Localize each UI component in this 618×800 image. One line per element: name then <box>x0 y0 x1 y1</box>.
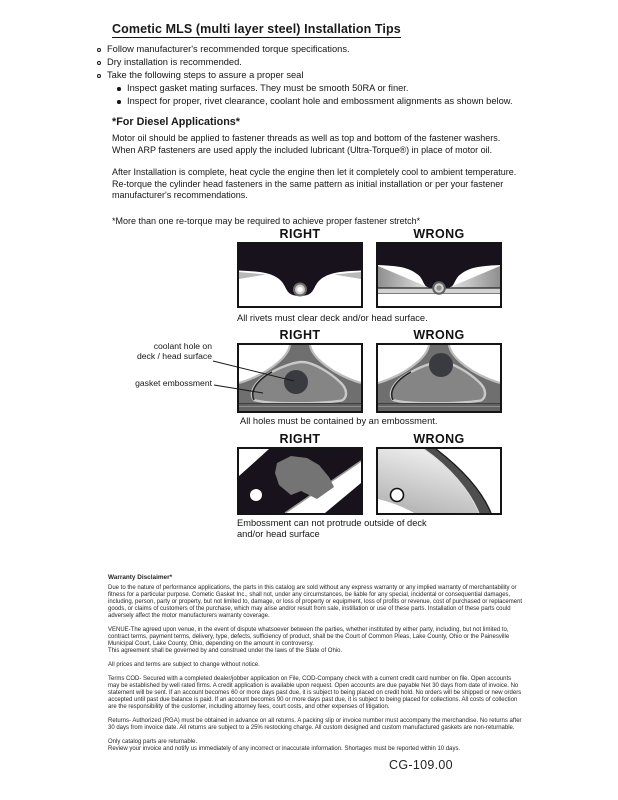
warranty-paragraph: Due to the nature of performance applications, the parts in this catalog are sold without any express warranty or any implied warranty of merchantability or fitness for a particular purpose. Cometic Gasket Inc., shall not, under any circumstances, be liable for any special, incidental or consequential damages, including, person, party or property, but not limited to, damage, or loss of property or equipment, loss of profits or revenue, cost of purchased or replacement goods, or claims of customers of the purchase, which may arise and/or result from sale, instillation or use of these parts. Installation of these parts could adversely affect the motor manufacturers warranty coverage. <box>108 585 523 619</box>
tip-text: Dry installation is recommended. <box>107 57 242 67</box>
gasket-embossment-label: gasket embossment <box>135 378 212 388</box>
tip-text: Inspect for proper, rivet clearance, coolant hole and embossment alignments as shown below. <box>127 96 513 106</box>
catalog-parts-line: Only catalog parts are returnable. <box>108 739 198 745</box>
coolant-hole <box>429 353 453 377</box>
list-item <box>96 56 513 69</box>
venue-paragraph: VENUE-The agreed upon venue, in the event of dispute whatsoever between the parties, whether instituted by either party, including, but not limited to, contract terms, payment terms, delivery, type, defects, sufficiency of product, shall be the Court of Common Pleas, Lake County, Ohio or the Painesville Municipal Court, Lake County, Ohio, depending on the amount in controversy. <box>108 627 510 647</box>
coolant-hole <box>284 370 308 394</box>
holes-wrong-diagram <box>376 343 502 413</box>
tip-text: Follow manufacturer's recommended torque specifications. <box>107 44 350 54</box>
diagram-column-right <box>237 227 363 308</box>
filled-bullet-icon <box>117 87 121 91</box>
diesel-paragraph-2: After Installation is complete, heat cycle the engine then let it completely cool to ambient temperature. Re-torque the cylinder head fasteners in the same pattern as initial installation or per your fastener manufacturer's recommendations. <box>112 167 517 201</box>
terms-paragraph: Terms COD- Secured with a completed dealer/jobber application on File, COD-Company check with a current credit card number on file. Open accounts may be established by well rated firms. A credit application is available upon request. Open accounts are due payable Net 30 days from date of invoice. No statement will be sent. If an account becomes 60 or more days past due, it is subject to being placed on credit hold. No orders will be shipped or new orders accepted until past due balance is paid. If an account becomes 90 or more days past due, it is subject to being placed for collections. All costs of collection are the responsibility of the customer, including attorney fees, court costs, and other expenses of litigation. <box>108 676 522 710</box>
legal-disclaimer-block <box>108 574 523 753</box>
filled-bullet-icon <box>117 100 121 104</box>
list-item <box>96 69 513 82</box>
open-bullet-icon <box>97 74 101 78</box>
tip-text: Take the following steps to assure a proper seal <box>107 70 304 80</box>
list-item <box>116 82 513 95</box>
diagram-column-wrong <box>376 432 502 515</box>
holes-right-illustration <box>239 345 361 411</box>
embossment-protrusion-diagrams <box>237 432 502 515</box>
retorque-note: *More than one re-torque may be required to achieve proper fastener stretch* <box>112 216 421 226</box>
prices-line: All prices and terms are subject to change without notice. <box>108 662 260 668</box>
embossment-containment-diagrams <box>237 328 502 413</box>
wrong-label: WRONG <box>413 227 465 241</box>
holes-wrong-illustration <box>378 345 500 411</box>
tip-text: Inspect gasket mating surfaces. They must be smooth 50RA or finer. <box>127 83 409 93</box>
rivet-wrong-diagram <box>376 242 502 308</box>
gasket-edge <box>239 404 361 412</box>
protrusion-right-diagram <box>237 447 363 515</box>
returns-paragraph: Returns- Authorized (RGA) must be obtained in advance on all returns. A packing slip or invoice number must accompany the merchandise. No returns after 30 days from invoice date. All returns are subject to a 25% restocking charge. All custom designed and custom manufactured gaskets are non-returnable. <box>108 718 522 731</box>
page-title: Cometic MLS (multi layer steel) Installation Tips <box>112 22 401 36</box>
diesel-paragraph-1: Motor oil should be applied to fastener threads as well as top and bottom of the fastener washers. When ARP fasteners are used apply the included lubricant (Ultra-Torque®) in place of motor oil. <box>112 133 501 155</box>
open-bullet-icon <box>97 61 101 65</box>
page-number: CG-109.00 <box>389 758 453 772</box>
protrusion-right-illustration <box>239 449 361 513</box>
right-label: RIGHT <box>279 328 321 342</box>
diagram-column-right <box>237 432 363 515</box>
right-label: RIGHT <box>279 227 321 241</box>
governing-law-line: This agreement shall be governed by and construed under the laws of the State of Ohio. <box>108 648 343 654</box>
diagram-column-wrong <box>376 227 502 308</box>
wrong-label: WRONG <box>413 328 465 342</box>
holes-right-diagram <box>237 343 363 413</box>
bolt-hole <box>391 489 404 502</box>
diagram-column-right <box>237 328 363 413</box>
rivet-right-illustration <box>239 244 361 306</box>
protrusion-caption: Embossment can not protrude outside of deck and/or head surface <box>237 518 427 539</box>
rivet-clearance-diagrams <box>237 227 502 308</box>
diagram-column-wrong <box>376 328 502 413</box>
warranty-disclaimer-heading: Warranty Disclaimer* <box>108 574 173 581</box>
installation-tips-list <box>96 43 513 108</box>
rivet-caption: All rivets must clear deck and/or head surface. <box>237 313 428 323</box>
holes-caption: All holes must be contained by an embossment. <box>240 416 438 426</box>
open-bullet-icon <box>97 48 101 52</box>
bolt-hole <box>250 489 262 501</box>
coolant-hole-label: coolant hole on deck / head surface <box>136 341 212 361</box>
list-item <box>96 43 513 56</box>
protrusion-wrong-diagram <box>376 447 502 515</box>
list-item <box>116 95 513 108</box>
rivet-right-diagram <box>237 242 363 308</box>
diesel-applications-heading: *For Diesel Applications* <box>112 116 240 128</box>
right-label: RIGHT <box>279 432 321 446</box>
protrusion-wrong-illustration <box>378 449 500 513</box>
gasket-edge <box>378 404 500 412</box>
wrong-label: WRONG <box>413 432 465 446</box>
review-invoice-line: Review your invoice and notify us immediately of any incorrect or inaccurate information. Shortages must be reported within 10 days. <box>108 746 461 752</box>
rivet-wrong-illustration <box>378 244 500 306</box>
